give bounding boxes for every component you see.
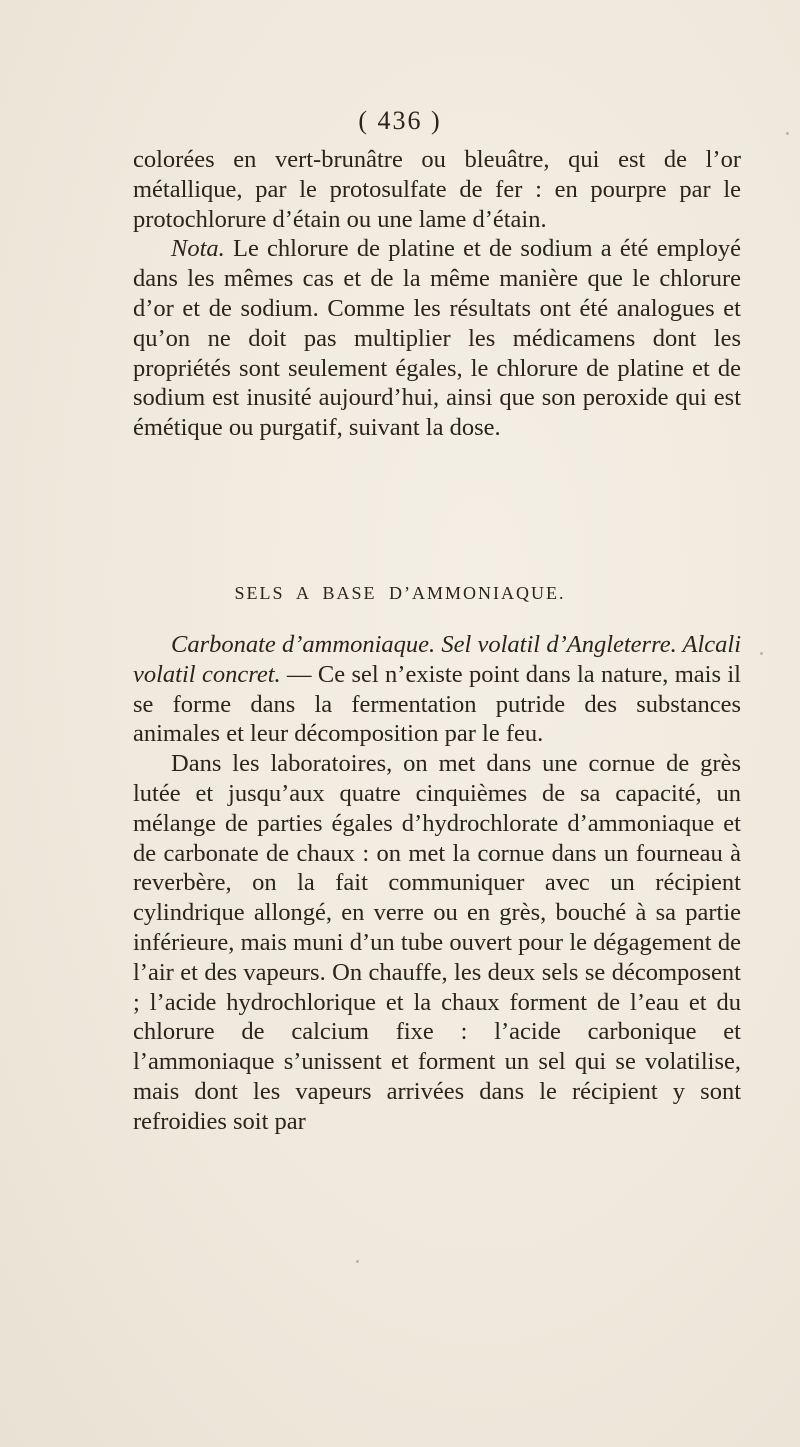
carbonate-text: — Ce sel n’existe point dans la nature, mais il se forme dans la fermentation putride des substances animales et leur décomposition par le feu. [133, 660, 741, 748]
page-number: ( 436 ) [358, 106, 442, 135]
paper-speck [760, 652, 763, 655]
nota-text: Le chlorure de platine et de sodium a été employé dans les mêmes cas et de la même manière que le chlorure d’or et de sodium. Comme les résultats ont été analogues et qu’on ne doit pas multiplier les médicamens dont les propriétés sont seulement égales, le chlorure de platine et de sodium est inusité aujourd’hui, ainsi que son peroxide qui est émétique ou purgatif, suivant la dose. [133, 235, 741, 442]
section-heading: SELS A BASE D’AMMONIAQUE. [234, 583, 566, 603]
nota-label: Nota. [171, 235, 225, 263]
text-block-bottom [133, 630, 741, 1137]
text-block-top [133, 145, 741, 443]
paragraph-laboratoires: Dans les laboratoires, on met dans une cornue de grès lutée et jusqu’aux quatre cinquièmes de sa capacité, un mélange de parties égales d’hydrochlorate d’ammoniaque et de carbonate de chaux : on met la cornue dans un fourneau à reverbère, on la fait communiquer avec un récipient cylindrique allongé, en verre ou en grès, bouché à sa partie inférieure, mais muni d’un tube ouvert pour le dégagement de l’air et des vapeurs. On chauffe, les deux sels se décomposent ; l’acide hydrochlorique et la chaux forment de l’eau et du chlorure de calcium fixe : l’acide carbonique et l’ammoniaque s’unissent et forment un sel qui se volatilise, mais dont les vapeurs arrivées dans le récipient y sont refroidies soit par [133, 750, 741, 1135]
paragraph-nota [133, 234, 741, 443]
paper-speck [786, 132, 789, 135]
carbonate-title: Carbonate d’ammoniaque. Sel volatil d’Angleterre. Alcali volatil concret. [133, 631, 741, 688]
paragraph-continuation: colorées en vert-brunâtre ou bleuâtre, qui est de l’or métallique, par le protosulfate de fer : en pourpre par le protochlorure d’étain ou une lame d’étain. [133, 146, 741, 233]
paper-speck [356, 1260, 359, 1263]
paragraph-carbonate [133, 630, 741, 749]
